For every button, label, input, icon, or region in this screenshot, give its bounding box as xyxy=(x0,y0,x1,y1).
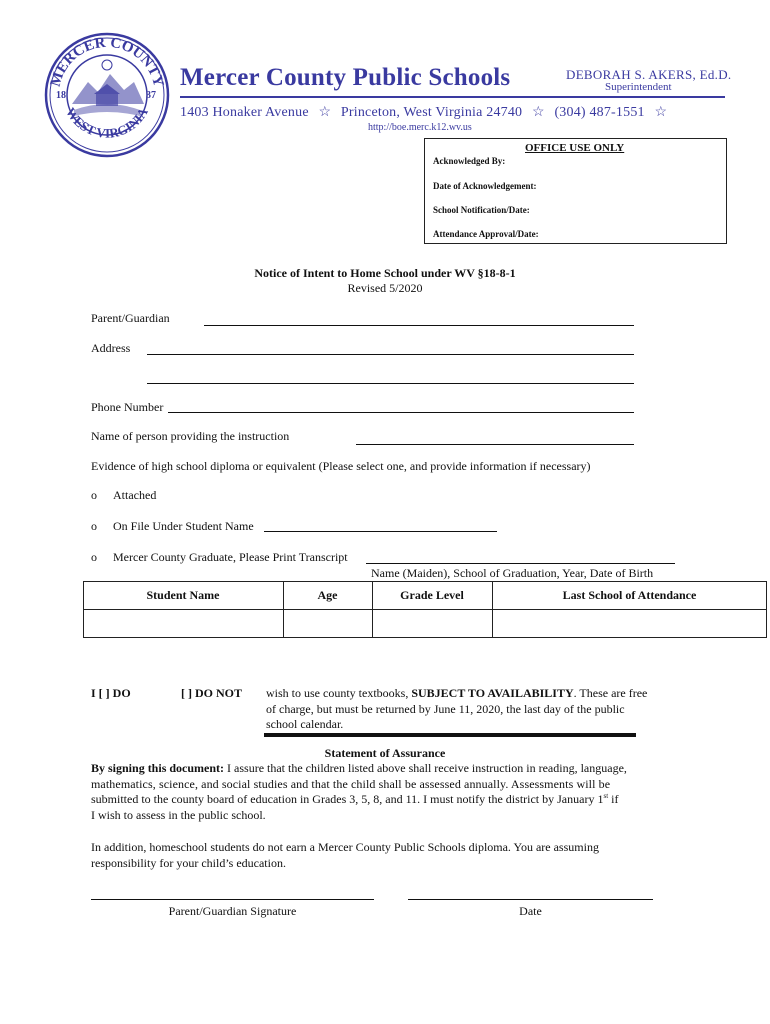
superintendent-title: Superintendent xyxy=(605,81,672,93)
signature-date-field[interactable] xyxy=(408,899,653,900)
assurance-line3-post: if xyxy=(608,792,619,806)
star-icon: ☆ xyxy=(531,105,545,120)
svg-text:MERCER COUNTY: MERCER COUNTY xyxy=(47,34,167,89)
evidence-label: Evidence of high school diploma or equivalent (Please select one, and provide information if necessary) xyxy=(91,459,591,473)
office-item-acknowledged-by: Acknowledged By: xyxy=(433,156,506,166)
address-field-line1[interactable] xyxy=(147,354,634,355)
address-line xyxy=(180,104,667,121)
star-icon: ☆ xyxy=(654,105,668,120)
instructor-field[interactable] xyxy=(356,444,634,445)
cell-grade-level[interactable] xyxy=(373,610,492,637)
star-icon: ☆ xyxy=(318,105,332,120)
header-rule xyxy=(180,96,725,98)
assurance-lead: By signing this document: xyxy=(91,761,225,775)
on-file-student-name-field[interactable] xyxy=(264,531,497,532)
assurance-line3-pre: submitted to the county board of education in Grades 3, 5, 8, and 11. I must notify the district by January 1 xyxy=(91,792,604,806)
col-header-last-school: Last School of Attendance xyxy=(562,588,697,602)
assurance-line3 xyxy=(91,792,618,807)
county-seal-icon xyxy=(44,32,170,158)
assurance-line2: mathematics, science, and social studies and that the child shall be assessed annually. Assessments will be xyxy=(91,777,611,791)
office-item-school-notification: School Notification/Date: xyxy=(433,205,530,215)
textbooks-line1-prefix: wish to use county textbooks, xyxy=(266,686,412,700)
parent-guardian-label: Parent/Guardian xyxy=(91,311,170,325)
instructor-label: Name of person providing the instruction xyxy=(91,429,290,443)
textbooks-line3: school calendar. xyxy=(266,717,344,731)
street-address: 1403 Honaker Avenue xyxy=(180,105,309,120)
cell-student-name[interactable] xyxy=(84,610,283,637)
form-title: Notice of Intent to Home School under WV §18-8-1 xyxy=(254,266,516,280)
cell-last-school[interactable] xyxy=(493,610,766,637)
transcript-hint: Name (Maiden), School of Graduation, Year, Date of Birth xyxy=(371,566,654,580)
textbooks-line1 xyxy=(266,686,647,701)
diploma-note-line1: In addition, homeschool students do not earn a Mercer County Public Schools diploma. You are assuming xyxy=(91,840,599,854)
option-attached-label: Attached xyxy=(113,488,157,502)
diploma-note-line2: responsibility for your child’s education. xyxy=(91,856,286,870)
textbooks-do-not-checkbox[interactable]: [ ] DO NOT xyxy=(181,686,242,700)
textbooks-line1-suffix: . These are free xyxy=(573,686,648,700)
textbooks-line2: of charge, but must be returned by June 11, 2020, the last day of the public xyxy=(266,702,625,716)
col-header-age: Age xyxy=(317,588,338,602)
revised-date: Revised 5/2020 xyxy=(347,281,423,295)
org-name: Mercer County Public Schools xyxy=(180,64,511,91)
office-item-attendance-approval: Attendance Approval/Date: xyxy=(433,229,539,239)
phone-number: (304) 487-1551 xyxy=(554,105,645,120)
cell-age[interactable] xyxy=(284,610,372,637)
address-field-line2[interactable] xyxy=(147,383,634,384)
option-graduate-label: Mercer County Graduate, Please Print Transcript xyxy=(113,550,348,564)
office-use-title: OFFICE USE ONLY xyxy=(525,142,625,154)
option-on-file-label: On File Under Student Name xyxy=(113,519,254,533)
phone-label: Phone Number xyxy=(91,400,164,414)
option-attached-bullet[interactable]: o xyxy=(91,488,97,502)
col-header-grade-level: Grade Level xyxy=(400,588,464,602)
parent-guardian-field[interactable] xyxy=(204,325,634,326)
parent-signature-label: Parent/Guardian Signature xyxy=(168,904,297,918)
textbooks-do-checkbox[interactable]: I [ ] DO xyxy=(91,686,131,700)
address-label: Address xyxy=(91,341,131,355)
city-address: Princeton, West Virginia 24740 xyxy=(340,105,523,120)
section-divider xyxy=(264,733,636,737)
assurance-title: Statement of Assurance xyxy=(324,746,446,760)
svg-text:37: 37 xyxy=(146,90,156,101)
assurance-line4: I wish to assess in the public school. xyxy=(91,808,266,822)
col-header-student-name: Student Name xyxy=(146,588,220,602)
assurance-lead-rest: I assure that the children listed above shall receive instruction in reading, language, xyxy=(224,761,627,775)
availability-notice: SUBJECT TO AVAILABILITY xyxy=(411,686,574,700)
ordinal-suffix: st xyxy=(603,792,609,800)
website-url[interactable]: http://boe.merc.k12.wv.us xyxy=(368,122,472,133)
assurance-line1 xyxy=(91,761,627,776)
superintendent-name: DEBORAH S. AKERS, Ed.D. xyxy=(566,67,732,82)
parent-signature-field[interactable] xyxy=(91,899,374,900)
option-graduate-bullet[interactable]: o xyxy=(91,550,97,564)
office-item-acknowledgement-date: Date of Acknowledgement: xyxy=(433,181,537,191)
phone-field[interactable] xyxy=(168,412,634,413)
option-on-file-bullet[interactable]: o xyxy=(91,519,97,533)
signature-date-label: Date xyxy=(519,904,542,918)
svg-text:18: 18 xyxy=(56,90,66,101)
transcript-field[interactable] xyxy=(366,563,675,564)
svg-text:WEST VIRGINIA: WEST VIRGINIA xyxy=(63,104,151,141)
